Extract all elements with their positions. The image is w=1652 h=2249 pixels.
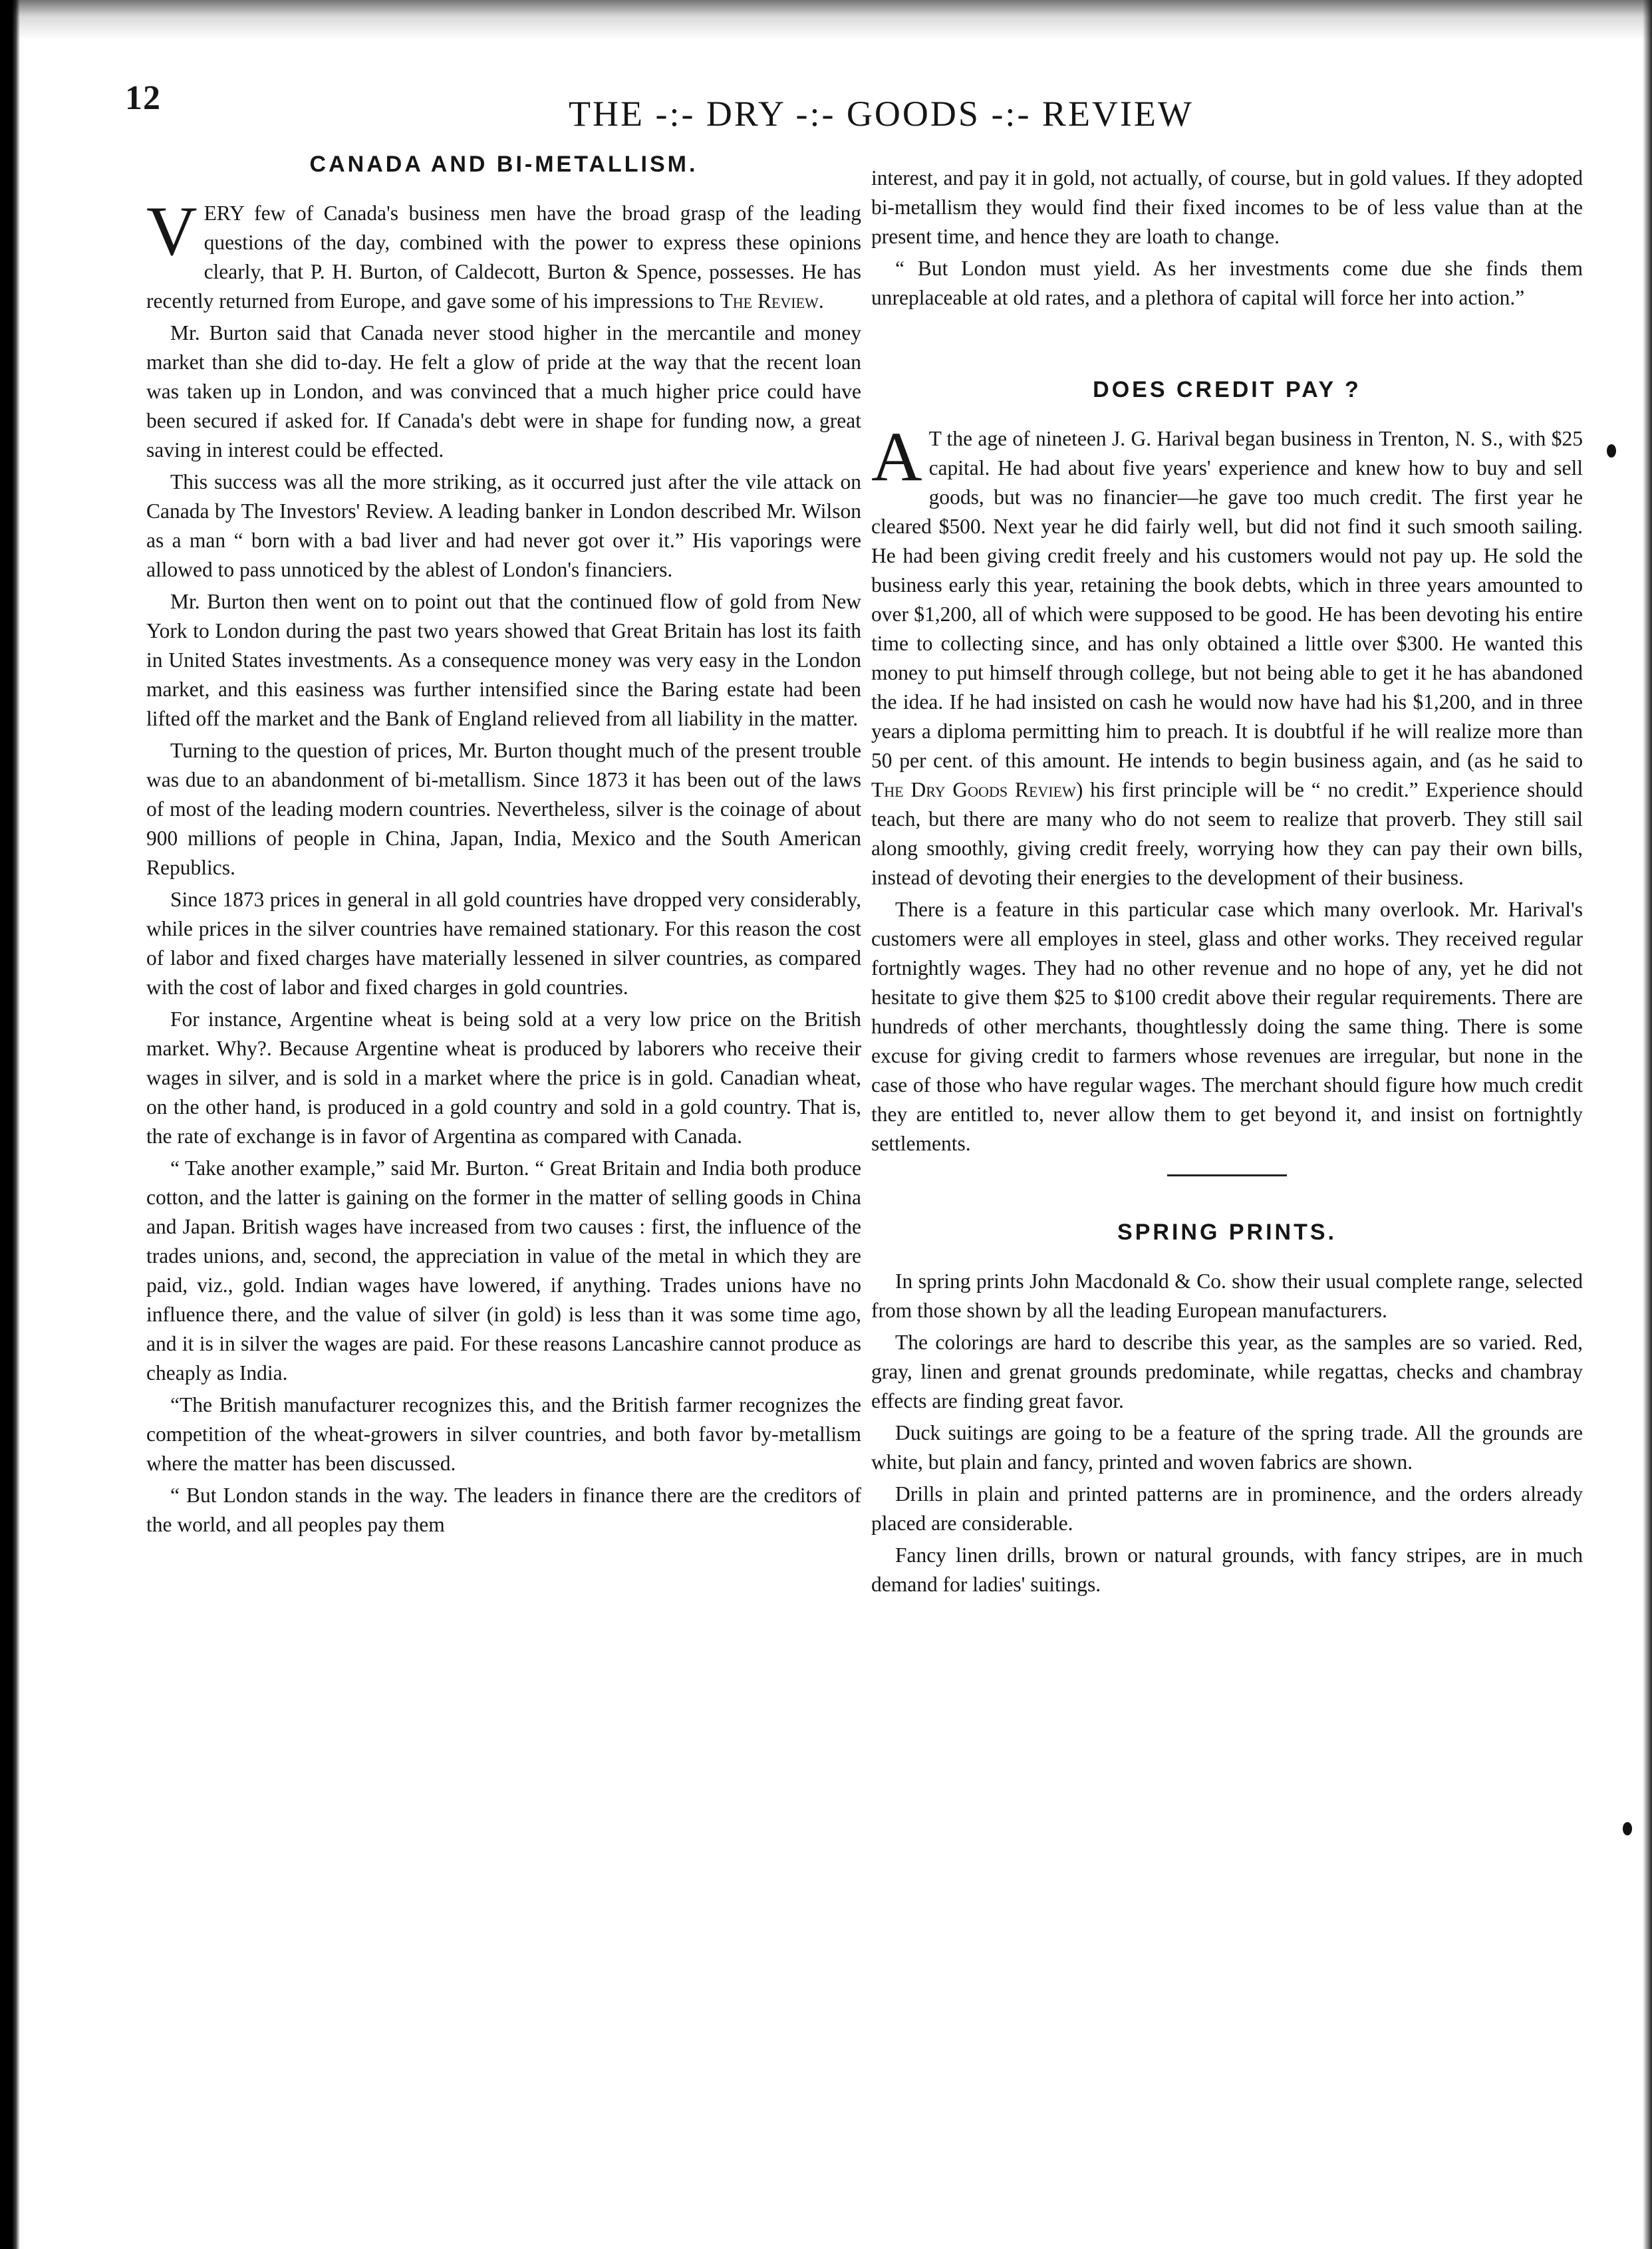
- right-column: [871, 164, 1583, 1602]
- paragraph-text: ERY few of Canada's business men have the broad grasp of the leading questions of the day, combined with the power to express these opinions clearly, that P. H. Burton, of Caldecott, Burton & Spence, possesses. He has recently returned from Europe, and gave some of his impressions to: [146, 201, 861, 313]
- article-paragraph: “The British manufacturer recognizes this, and the British farmer recognizes the competition of the wheat-growers in silver countries, and both favor by-metallism where the matter has been discussed.: [146, 1393, 861, 1475]
- article-paragraph: Since 1873 prices in general in all gold countries have dropped very considerably, while prices in the silver countries have remained stationary. For this reason the cost of labor and fixed charges have materially lessened in silver countries, as compared with the cost of labor and fixed charges in gold countries.: [146, 888, 861, 999]
- paragraph-text: ) his first principle will be “ no credit.” Experience should teach, but there are many who do not seem to realize that proverb. They still sail along smoothly, giving credit freely, worrying how they can pay their own bills, instead of devoting their energies to the development of their business.: [871, 778, 1583, 889]
- scan-shadow-left: [0, 0, 20, 2249]
- article-paragraph: For instance, Argentine wheat is being sold at a very low price on the British market. Why?. Because Argentine wheat is produced by laborers who receive their wages in silver, and is sold in a market where the price is in gold. Canadian wheat, on the other hand, is produced in a gold country and sold in a gold country. That is, the rate of exchange is in favor of Argentina as compared with Canada.: [146, 1007, 861, 1148]
- article-paragraph: This success was all the more striking, as it occurred just after the vile attack on Canada by The Investors' Review. A leading banker in London described Mr. Wilson as a man “ born with a bad liver and had never got over it.” His vaporings were allowed to pass unnoticed by the ablest of London's financiers.: [146, 470, 861, 581]
- section-divider: [1167, 1174, 1287, 1176]
- publication-reference: The Review.: [720, 289, 824, 313]
- article-paragraph: “ But London stands in the way. The leaders in finance there are the creditors of the world, and all peoples pay them: [146, 1484, 861, 1536]
- article-paragraph: Turning to the question of prices, Mr. Burton thought much of the present trouble was due to an abandonment of bi-metallism. Since 1873 it has been out of the laws of most of the leading modern countries. Nevertheless, silver is the coinage of about 900 millions of people in China, Japan, India, Mexico and the South American Republics.: [146, 739, 861, 879]
- scan-shadow-right: [1643, 0, 1652, 2249]
- article-title: DOES CREDIT PAY ?: [1093, 377, 1361, 402]
- paragraph-text: T the age of nineteen J. G. Harival began business in Trenton, N. S., with $25 capital. He had about five years' experience and knew how to buy and sell goods, but was no financier—he gave too much credit. The first year he cleared $500. Next year he did fairly well, but did not find it such smooth sailing. He had been giving credit freely and his customers would not pay up. He sold the business early this year, retaining the book debts, which in three years amounted to over $1,200, all of which were supposed to be good. He has been devoting his entire time to collecting since, and has only obtained a little over $300. He wanted this money to put himself through college, but not being able to get it he has abandoned the idea. If he had insisted on cash he would now have had his $1,200, and in three years a diploma permitting him to preach. It is doubtful if he will realize more than 50 per cent. of this amount. He intends to begin business again, and (as he said to: [871, 427, 1583, 772]
- scan-shadow-top: [0, 0, 1652, 40]
- article-paragraph: “ But London must yield. As her investments come due she finds them unreplaceable at old rates, and a plethora of capital will force her into action.”: [871, 257, 1583, 309]
- article-title: CANADA AND BI-METALLISM.: [309, 152, 698, 177]
- article-paragraph: Mr. Burton then went on to point out that the continued flow of gold from New York to London during the past two years showed that Great Britain has lost its faith in United States investments. As a consequence money was very easy in the London market, and this easiness was further intensified since the Baring estate had been lifted off the market and the Bank of England relieved from all liability in the matter.: [146, 590, 861, 730]
- article-paragraph: The colorings are hard to describe this year, as the samples are so varied. Red, gray, linen and grenat grounds predominate, while regattas, checks and chambray effects are finding great favor.: [871, 1331, 1583, 1412]
- article-paragraph: In spring prints John Macdonald & Co. show their usual complete range, selected from those shown by all the leading European manufacturers.: [871, 1269, 1583, 1322]
- page-number: 12: [125, 79, 161, 117]
- article-paragraph: Duck suitings are going to be a feature of the spring trade. All the grounds are white, but plain and fancy, printed and woven fabrics are shown.: [871, 1421, 1583, 1474]
- article-paragraph: Mr. Burton said that Canada never stood higher in the mercantile and money market than she did to-day. He felt a glow of pride at the way that the recent loan was taken up in London, and was convinced that a much higher price could have been secured if asked for. If Canada's debt were in shape for funding now, a great saving in interest could be effected.: [146, 321, 861, 462]
- article-paragraph: Fancy linen drills, brown or natural grounds, with fancy stripes, are in much demand for ladies' suitings.: [871, 1543, 1583, 1596]
- ink-spot: [1623, 1822, 1632, 1835]
- article-paragraph: interest, and pay it in gold, not actually, of course, but in gold values. If they adopted bi-metallism they would find their fixed incomes to be of less value than at the present time, and hence they are loath to change.: [871, 166, 1583, 248]
- left-column: [146, 150, 861, 1542]
- article-paragraph: Drills in plain and printed patterns are in prominence, and the orders already placed are considerable.: [871, 1482, 1583, 1535]
- drop-cap: V: [146, 192, 198, 270]
- article-paragraph: “ Take another example,” said Mr. Burton. “ Great Britain and India both produce cotton, and the latter is gaining on the former in the matter of selling goods in China and Japan. British wages have increased from two causes : first, the influence of the trades unions, and, second, the appreciation in value of the metal in which they are paid, viz., gold. Indian wages have lowered, if anything. Trades unions have no influence there, and the value of silver (in gold) is less than it was some time ago, and it is in silver the wages are paid. For these reasons Lancashire cannot produce as cheaply as India.: [146, 1156, 861, 1385]
- running-head: THE -:- DRY -:- GOODS -:- REVIEW: [569, 94, 1194, 134]
- ink-spot: [1607, 444, 1616, 458]
- article-paragraph: [871, 418, 1583, 892]
- article-title: SPRING PRINTS.: [1117, 1220, 1337, 1245]
- drop-cap: A: [871, 418, 922, 495]
- section-spacer: [871, 315, 1583, 375]
- article-paragraph: There is a feature in this particular case which many overlook. Mr. Harival's customers were all employes in steel, glass and other works. They received regular fortnightly wages. They had no other revenue and no hope of any, yet he did not hesitate to give them $25 to $100 credit above their regular requirements. There are hundreds of other merchants, thoughtlessly doing the same thing. There is some excuse for giving credit to farmers whose revenues are irregular, but none in the case of those who have regular wages. The merchant should figure how much credit they are entitled to, never allow them to get beyond it, and insist on fortnightly settlements.: [871, 898, 1583, 1155]
- publication-reference: The Dry Goods Review: [871, 778, 1076, 801]
- article-paragraph: [146, 192, 861, 316]
